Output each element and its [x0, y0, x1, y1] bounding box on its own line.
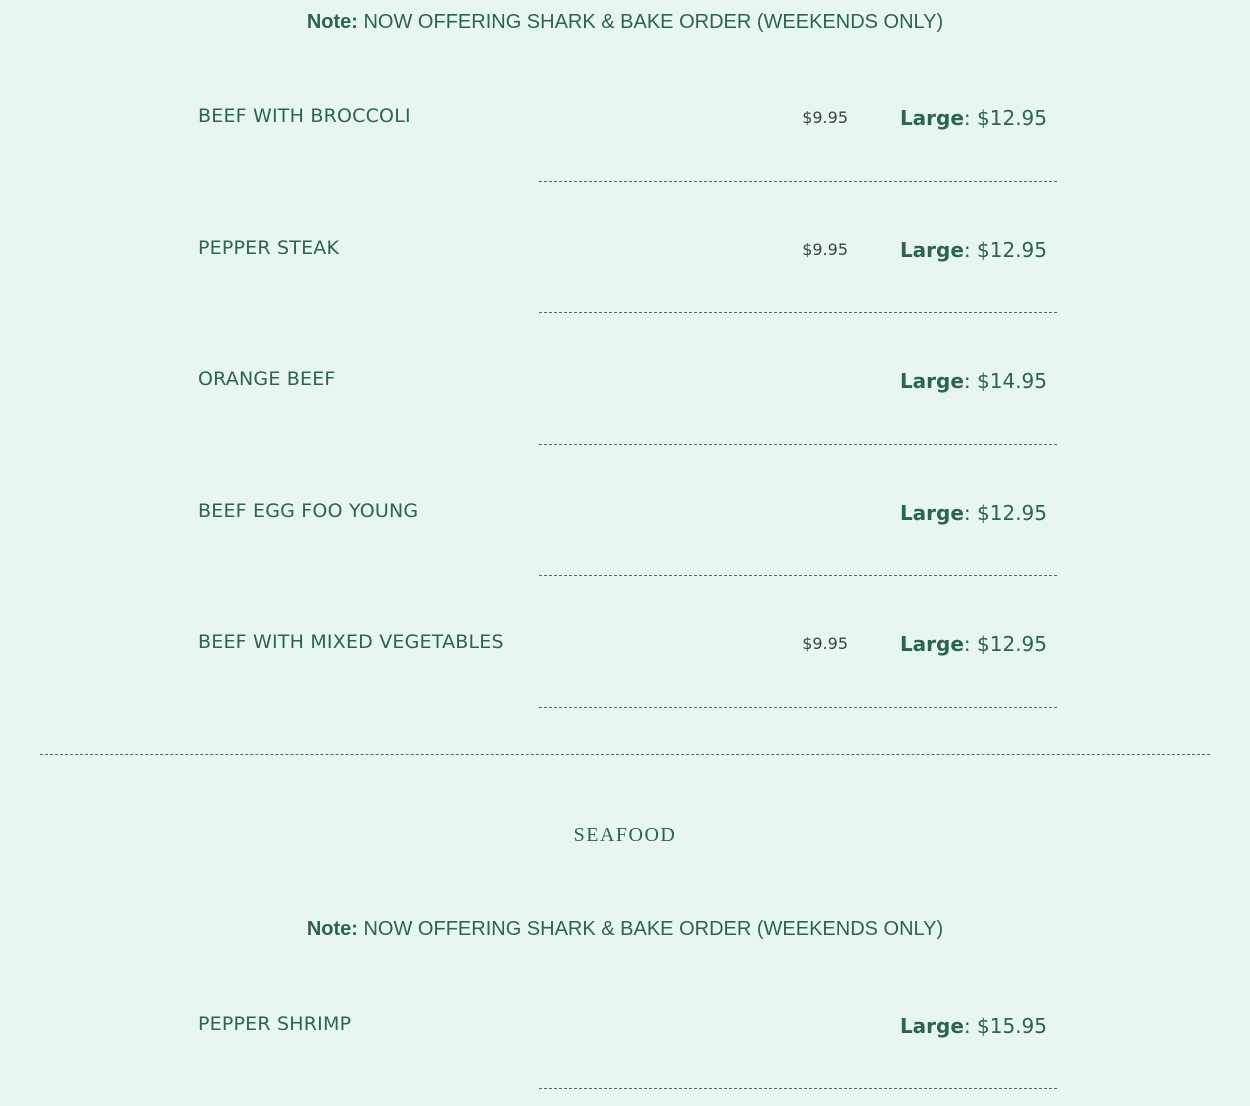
large-price-value: : $12.95 [963, 238, 1047, 262]
note-label: Note: [306, 918, 358, 940]
large-label: Large [899, 632, 964, 656]
menu-item-large-price [900, 369, 1047, 393]
menu-item-name: ORANGE BEEF [198, 368, 336, 390]
large-price-value: : $12.95 [963, 632, 1047, 656]
menu-item-name: PEPPER SHRIMP [198, 1013, 352, 1035]
item-divider [539, 707, 1057, 708]
menu-item-large-price [900, 238, 1047, 262]
large-label: Large [899, 369, 964, 393]
menu-item-small-price: $9.95 [802, 240, 848, 259]
large-label: Large [899, 501, 964, 525]
section-divider [40, 754, 1210, 755]
menu-item-large-price [900, 106, 1047, 130]
menu-item [0, 630, 1250, 670]
menu-item-name: BEEF EGG FOO YOUNG [198, 500, 419, 522]
menu-item-name: PEPPER STEAK [198, 237, 340, 259]
item-divider [539, 312, 1057, 313]
large-label: Large [899, 1014, 964, 1038]
large-label: Large [899, 106, 964, 130]
special-note [0, 10, 1250, 34]
menu-item-name: BEEF WITH MIXED VEGETABLES [198, 631, 504, 653]
large-price-value: : $12.95 [963, 106, 1047, 130]
section-title-seafood: SEAFOOD [573, 824, 677, 846]
note-text: NOW OFFERING SHARK & BAKE ORDER (WEEKENDS ONLY) [363, 918, 944, 940]
note-label: Note: [306, 11, 358, 33]
menu-item-small-price: $9.95 [802, 108, 848, 127]
large-price-value: : $12.95 [963, 501, 1047, 525]
menu-item [0, 104, 1250, 144]
large-label: Large [899, 238, 964, 262]
special-note [0, 917, 1250, 941]
large-price-value: : $14.95 [963, 369, 1047, 393]
item-divider [539, 1088, 1057, 1089]
menu-item-large-price [900, 1014, 1047, 1038]
menu-item-small-price: $9.95 [802, 634, 848, 653]
menu-item-large-price [900, 632, 1047, 656]
note-text: NOW OFFERING SHARK & BAKE ORDER (WEEKENDS ONLY) [363, 11, 944, 33]
menu-item [0, 367, 1250, 407]
item-divider [539, 181, 1057, 182]
item-divider [539, 444, 1057, 445]
item-divider [539, 575, 1057, 576]
menu-item-large-price [900, 501, 1047, 525]
menu-item-name: BEEF WITH BROCCOLI [198, 105, 411, 127]
menu-item [0, 1012, 1250, 1052]
large-price-value: : $15.95 [963, 1014, 1047, 1038]
menu-item [0, 499, 1250, 539]
menu-item [0, 236, 1250, 276]
